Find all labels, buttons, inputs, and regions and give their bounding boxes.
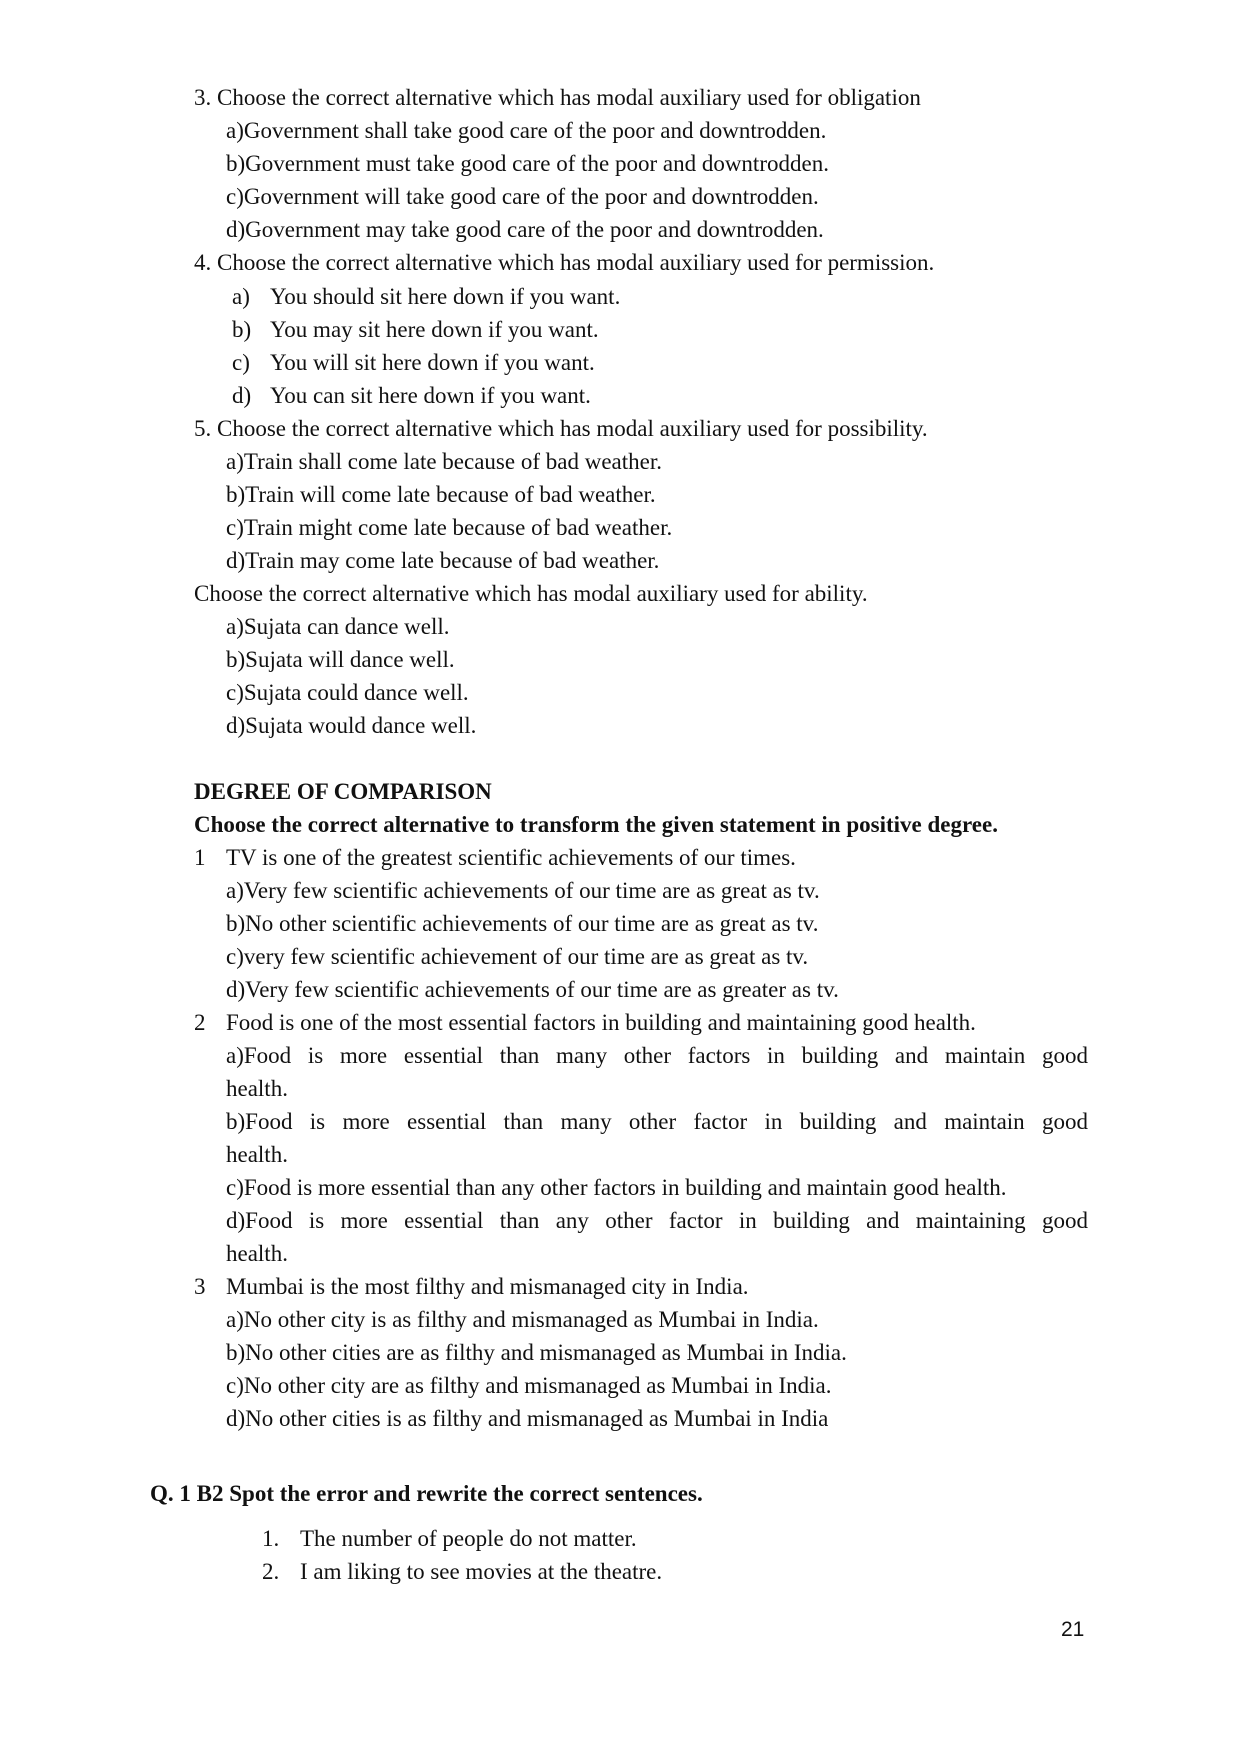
option-line: d)Food is more essential than any other factor in building and maintaining good — [226, 1208, 1088, 1233]
question-statement: Mumbai is the most filthy and mismanaged city in India. — [226, 1274, 749, 1299]
list-item: I am liking to see movies at the theatre. — [300, 1559, 663, 1584]
section-heading: DEGREE OF COMPARISON — [194, 779, 492, 804]
option-line: b)No other cities are as filthy and mismanaged as Mumbai in India. — [226, 1340, 847, 1365]
option-line: a)No other city is as filthy and mismanaged as Mumbai in India. — [226, 1307, 819, 1332]
question-heading: 5. Choose the correct alternative which has modal auxiliary used for possibility. — [194, 416, 928, 441]
question-number: 3 — [194, 1274, 206, 1299]
question-number: 1 — [194, 845, 206, 870]
list-number: 2. — [262, 1559, 280, 1584]
question-statement: Food is one of the most essential factors in building and maintaining good health. — [226, 1010, 976, 1035]
option-line: c)No other city are as filthy and mismanaged as Mumbai in India. — [226, 1373, 832, 1398]
question-number: 2 — [194, 1010, 206, 1035]
section-heading: Q. 1 B2 Spot the error and rewrite the correct sentences. — [150, 1481, 703, 1506]
option-line: a)Food is more essential than many other factors in building and maintain good — [226, 1043, 1088, 1068]
section-instruction: Choose the correct alternative to transform the given statement in positive degree. — [194, 812, 998, 837]
option-letter: b) — [232, 317, 252, 342]
option-line: c)Government will take good care of the poor and downtrodden. — [226, 184, 819, 209]
option-line: d)Government may take good care of the poor and downtrodden. — [226, 217, 824, 242]
option-continuation: health. — [226, 1142, 288, 1167]
list-number: 1. — [262, 1526, 280, 1551]
option-line: d)No other cities is as filthy and mismanaged as Mumbai in India — [226, 1406, 829, 1431]
option-line: d)Sujata would dance well. — [226, 713, 477, 738]
option-text: You will sit here down if you want. — [270, 350, 595, 375]
option-letter: c) — [232, 350, 250, 375]
option-continuation: health. — [226, 1076, 288, 1101]
option-text: You may sit here down if you want. — [270, 317, 599, 342]
option-line: a)Sujata can dance well. — [226, 614, 450, 639]
option-line: c)very few scientific achievement of our time are as great as tv. — [226, 944, 809, 969]
option-line: b)Food is more essential than many other factor in building and maintain good — [226, 1109, 1088, 1134]
question-heading: 3. Choose the correct alternative which has modal auxiliary used for obligation — [194, 85, 921, 110]
option-line: d)Very few scientific achievements of our time are as greater as tv. — [226, 977, 839, 1002]
option-line: c)Train might come late because of bad weather. — [226, 515, 673, 540]
option-letter: d) — [232, 383, 252, 408]
option-line: c)Sujata could dance well. — [226, 680, 469, 705]
option-line: d)Train may come late because of bad weather. — [226, 548, 660, 573]
option-line: b)Government must take good care of the poor and downtrodden. — [226, 151, 829, 176]
option-line: c)Food is more essential than any other factors in building and maintain good health. — [226, 1175, 1007, 1200]
question-statement: TV is one of the greatest scientific achievements of our times. — [226, 845, 796, 870]
option-line: b)Sujata will dance well. — [226, 647, 455, 672]
option-line: a)Government shall take good care of the poor and downtrodden. — [226, 118, 827, 143]
option-text: You can sit here down if you want. — [270, 383, 591, 408]
option-line: a)Very few scientific achievements of our time are as great as tv. — [226, 878, 820, 903]
option-line: b)Train will come late because of bad weather. — [226, 482, 656, 507]
question-heading: Choose the correct alternative which has modal auxiliary used for ability. — [194, 581, 868, 606]
question-heading: 4. Choose the correct alternative which has modal auxiliary used for permission. — [194, 250, 935, 275]
option-letter: a) — [232, 284, 250, 309]
list-item: The number of people do not matter. — [300, 1526, 637, 1551]
option-line: a)Train shall come late because of bad weather. — [226, 449, 662, 474]
option-line: b)No other scientific achievements of our time are as great as tv. — [226, 911, 819, 936]
option-text: You should sit here down if you want. — [270, 284, 621, 309]
page-number: 21 — [1061, 1618, 1085, 1641]
option-continuation: health. — [226, 1241, 288, 1266]
